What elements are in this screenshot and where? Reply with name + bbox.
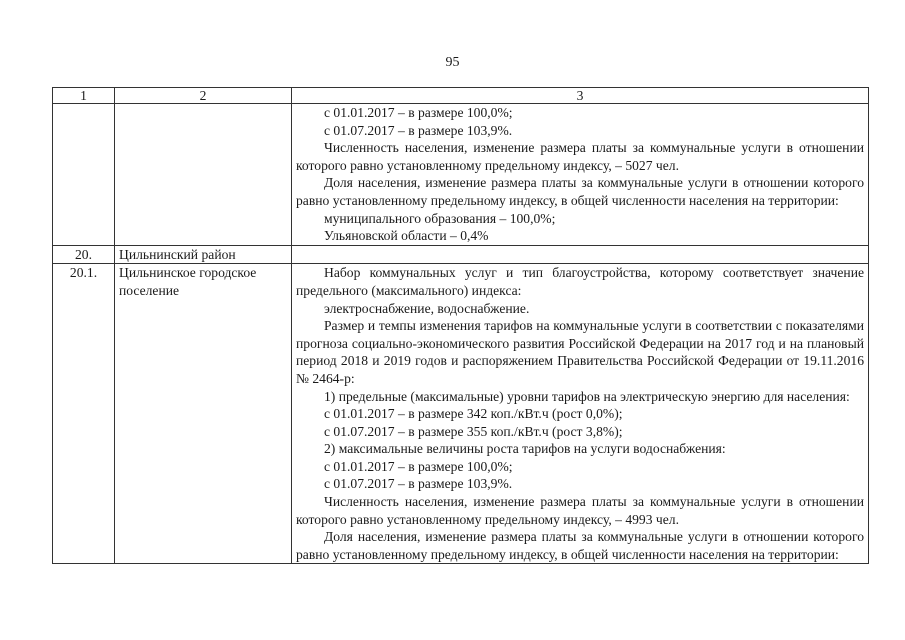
settlement-number: 20.1. bbox=[53, 264, 115, 564]
paragraph: с 01.07.2017 – в размере 103,9%. bbox=[324, 476, 513, 492]
tariff-line: с 01.01.2017 – в размере 100,0%; bbox=[324, 105, 513, 120]
district-name: Цильнинский район bbox=[115, 245, 292, 264]
page-number: 95 bbox=[445, 55, 460, 70]
share-item: Ульяновской области – 0,4% bbox=[324, 228, 489, 244]
paragraph: с 01.07.2017 – в размере 355 коп./кВт.ч (рост 3,8%); bbox=[324, 423, 623, 439]
paragraph: 2) максимальные величины роста тарифов на услуги водоснабжения: bbox=[324, 441, 726, 457]
header-col-3: 3 bbox=[292, 88, 869, 104]
district-content-cell bbox=[292, 245, 869, 264]
paragraph: Набор коммунальных услуг и тип благоустройства, которому соответствует значение предельного (максимального) индекса: bbox=[296, 265, 864, 298]
district-number: 20. bbox=[53, 245, 115, 264]
tariff-table bbox=[52, 87, 869, 564]
paragraph: с 01.01.2017 – в размере 342 коп./кВт.ч (рост 0,0%); bbox=[324, 406, 623, 422]
population-share-text: Доля населения, изменение размера платы за коммунальные услуги в отношении которого равно установленному предельному индексу, в общей численности населения на территории: bbox=[296, 175, 864, 208]
district-row bbox=[53, 245, 869, 264]
paragraph: Численность населения, изменение размера платы за коммунальные услуги в отношении которого равно установленному предельному индексу, – 4993 чел. bbox=[296, 494, 864, 527]
tariff-line: с 01.07.2017 – в размере 103,9%. bbox=[324, 122, 513, 138]
table-header-row bbox=[53, 88, 869, 104]
paragraph: Размер и темпы изменения тарифов на коммунальные услуги в соответствии с показателями прогноза социально-экономического развития Российской Федерации на 2017 год и на плановый период 2018 и 2019 годов и распоряжением Правительства Российской Федерации от 19.11.2016 № 2464-р: bbox=[296, 318, 864, 386]
settlement-content-cell bbox=[292, 264, 869, 564]
settlement-row bbox=[53, 264, 869, 564]
settlement-name: Цильнинское городское поселение bbox=[115, 264, 292, 564]
header-col-2: 2 bbox=[115, 88, 292, 104]
population-count-text: Численность населения, изменение размера платы за коммунальные услуги в отношении которого равно установленному предельному индексу, – 5027 чел. bbox=[296, 140, 864, 173]
paragraph: электроснабжение, водоснабжение. bbox=[324, 300, 530, 316]
continuation-name-cell bbox=[115, 104, 292, 246]
continuation-number-cell bbox=[53, 104, 115, 246]
header-col-1: 1 bbox=[53, 88, 115, 104]
paragraph: Доля населения, изменение размера платы за коммунальные услуги в отношении которого равно установленному предельному индексу, в общей численности населения на территории: bbox=[296, 529, 864, 562]
share-item: муниципального образования – 100,0%; bbox=[324, 210, 556, 226]
paragraph: с 01.01.2017 – в размере 100,0%; bbox=[324, 458, 513, 474]
continuation-row bbox=[53, 104, 869, 246]
paragraph: 1) предельные (максимальные) уровни тарифов на электрическую энергию для населения: bbox=[324, 388, 850, 404]
continuation-content-cell bbox=[292, 104, 869, 246]
